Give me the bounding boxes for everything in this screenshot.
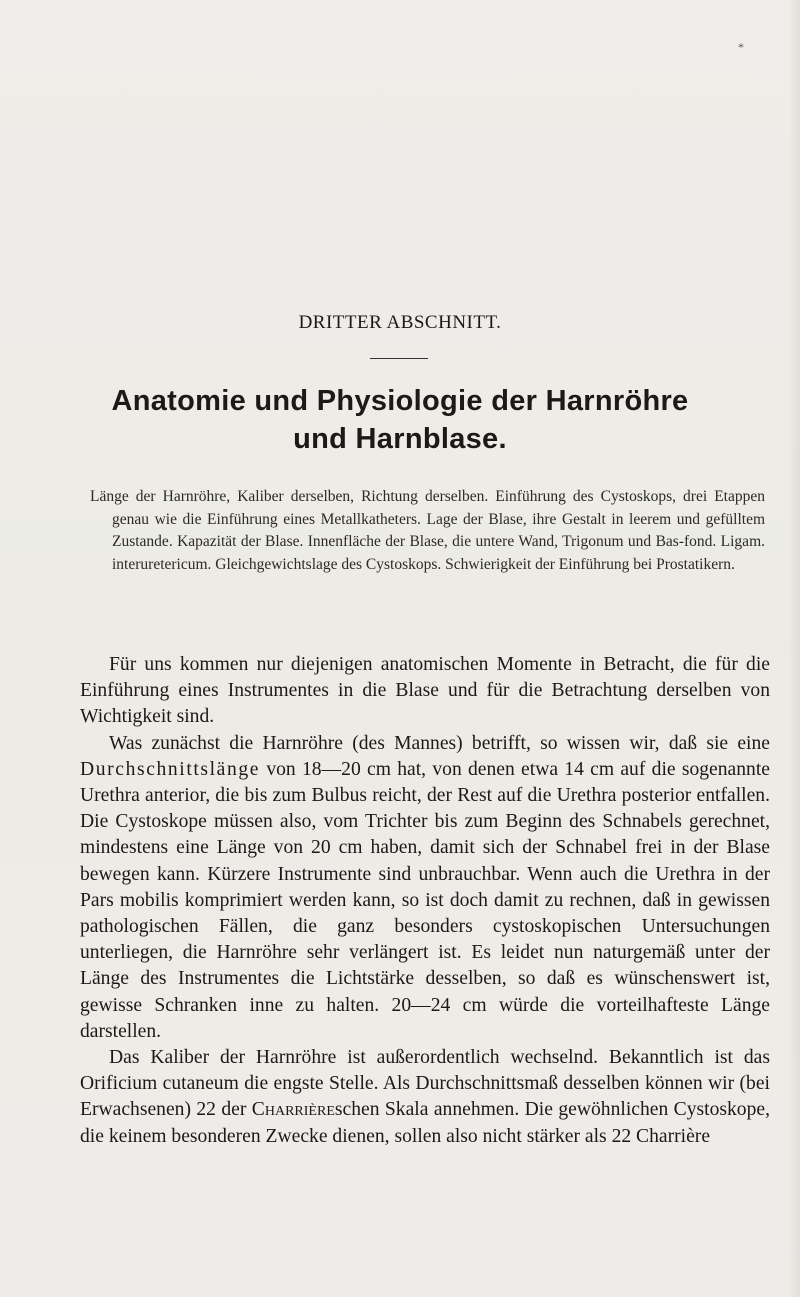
page-mark: * bbox=[738, 40, 744, 54]
section-heading: DRITTER ABSCHNITT. bbox=[298, 312, 502, 333]
paragraph-2-end: von 18—20 cm hat, von denen etwa 14 cm auf die sogenannte Urethra anterior, die bis zum Bulbus reicht, der Rest auf die Urethra posterior entfallen. Die Cystoskope müssen also, vom Trichter bis zum Beginn des Schnabels gerechnet, mindestens eine Länge von 20 cm haben, damit sich der Schnabel frei in der Blase bewegen kann. Kürzere Instrumente sind unbrauchbar. Wenn auch die Urethra in der Pars mobilis komprimiert werden kann, so ist doch damit zu rechnen, daß in gewissen pathologischen Fällen, die ganz besonders cystoskopischen Untersuchungen unterliegen, die Harnröhre sehr verlängert ist. Es leidet nun naturgemäß unter der Länge des Instrumentes die Lichtstärke desselben, so daß es wünschenswert ist, gewisse Schranken inne zu halten. 20—24 cm würde die vorteilhafteste Länge darstellen. bbox=[80, 758, 770, 1042]
body-text bbox=[80, 652, 770, 1150]
chapter-title-line-2: und Harnblase. bbox=[293, 423, 507, 455]
paragraph-3-start: Das Kaliber der Harnröhre ist außerordentlich wechselnd. Bekanntlich ist das Orificium cutaneum die engste Stelle. Als Durchschnittsmaß desselben können wir (bei Erwachsenen) 22 der bbox=[80, 1047, 770, 1121]
paragraph-2-start: Was zunächst die Harnröhre (des Mannes) betrifft, so wissen wir, daß sie eine bbox=[109, 732, 770, 754]
paragraph-2 bbox=[80, 731, 770, 1045]
page-edge-shadow bbox=[788, 0, 800, 1297]
paragraph-3-name: Charrière bbox=[251, 1099, 335, 1121]
chapter-title-line-1: Anatomie und Physiologie der Harnröhre bbox=[111, 385, 689, 417]
paragraph-3 bbox=[80, 1045, 770, 1150]
paragraph-2-emphasis: Durchschnittslänge bbox=[80, 758, 261, 780]
heading-divider bbox=[370, 358, 428, 359]
summary-text: Länge der Harnröhre, Kaliber derselben, Richtung derselben. Einführung des Cystoskops, drei Etappen genau wie die Einführung eines Metallkatheters. Lage der Blase, ihre Gestalt in leerem und gefülltem Zustande. Kapazität der Blase. Innenfläche der Blase, die untere Wand, Trigonum und Bas-fond. Ligam. interuretericum. Gleichgewichtslage des Cystoskops. Schwierigkeit der Einführung bei Prostatikern. bbox=[90, 488, 765, 573]
paragraph-1: Für uns kommen nur diejenigen anatomischen Momente in Betracht, die für die Einführung eines Instrumentes in die Blase und für die Betrachtung derselben von Wichtigkeit sind. bbox=[80, 654, 770, 728]
paragraph-3-end: schen Skala annehmen. Die gewöhnlichen Cystoskope, die keinem besonderen Zwecke dienen, sollen also nicht stärker als 22 Charrière bbox=[80, 1099, 770, 1147]
chapter-summary bbox=[90, 486, 765, 576]
